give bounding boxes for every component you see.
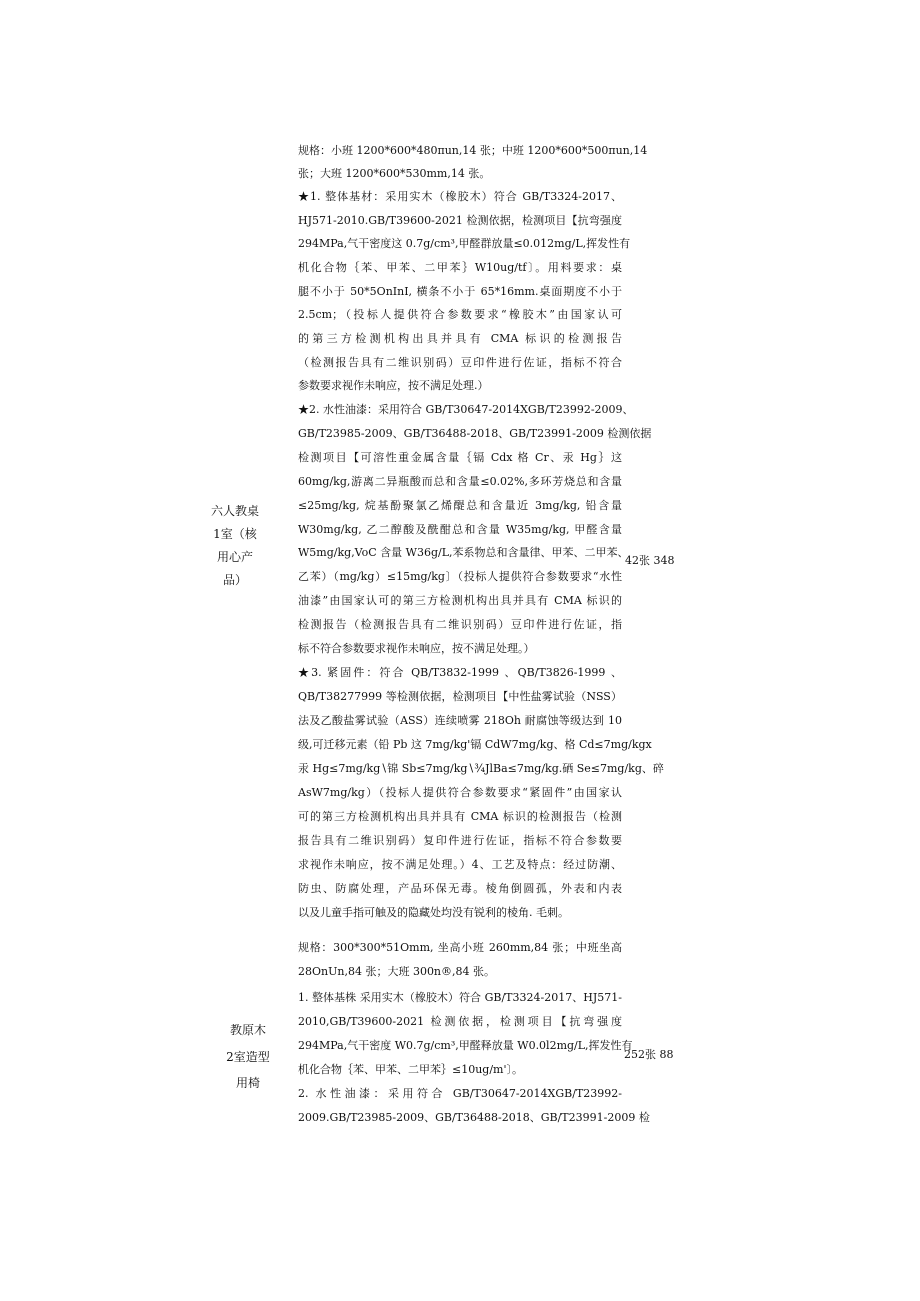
spec-line: W30mg∕kg, 乙二醇酸及酰酣总和含量 W35mg∕kg, 甲醛含量: [298, 523, 622, 536]
spec-line: 规格：300*300*51Omm, 坐高小班 260mm,84 张；中班坐高: [298, 941, 622, 954]
spec-line: 规格：小班 1200*600*480πun,14 张；中班 1200*600*500πun,14: [298, 144, 648, 157]
spec-line: 求视作未响应，按不满足处理。）4、工艺及特点：经过防潮、: [298, 858, 622, 871]
spec-line: 294MPa,气干密度 W0.7g∕cm³,甲醛释放量 W0.0l2mg∕L,挥发性有: [298, 1039, 633, 1052]
spec-line: ★2. 水性油漆：采用符合 GB/T30647-2014XGB/T23992-2009、: [298, 403, 634, 416]
spec-line: 的第三方检测机构出具并具有 CMA 标识的检测报告: [298, 332, 622, 345]
spec-line: HJ571-2010.GB/T39600-2021 检测依据，检测项目【抗弯强度: [298, 214, 622, 227]
spec-line: 腿不小于 50*5OnInI, 横条不小于 65*16mm.桌面期度不小于: [298, 285, 622, 298]
spec-line: 张；大班 1200*600*530mm,14 张。: [298, 167, 491, 180]
row-name-line: 品）: [222, 573, 247, 587]
row-name-line: 用椅: [235, 1076, 260, 1090]
spec-line: 60mg∕kg,游离二异瓶酸而总和含量≤0.02%,多环芳烧总和含量: [298, 475, 622, 488]
spec-line: 法及乙酸盐雾试验（ASS）连续喷雾 218Oh 耐腐蚀等级达到 10: [298, 714, 622, 727]
row-name-line: 用心产: [216, 550, 253, 564]
spec-line: W5mg∕kg,VoC 含量 W36g∕L,苯系物总和含量律、甲苯、二甲苯、: [298, 546, 629, 559]
spec-line: 防虫、防腐处理，产品环保无毒。棱角倒圆孤，外表和内表: [298, 882, 622, 895]
spec-line: ≤25mg∕kg, 烷基酚聚氯乙烯醍总和含量近 3mg∕kg, 铅含量: [298, 499, 622, 512]
spec-line: 标不符合参数要求视作未响应，按不满足处理。）: [298, 642, 535, 655]
spec-line: 2. 水性油漆：采用符合 GB/T30647-2014XGB/T23992-: [298, 1087, 622, 1100]
spec-line: 2010,GB/T39600-2021 检测依据，检测项目【抗弯强度: [298, 1015, 622, 1028]
spec-line: 294MPa,气干密度这 0.7g∕cm³,甲醛群放量≤0.012mg∕L,挥发性有: [298, 237, 631, 250]
row-name-line: 六人教桌: [210, 504, 259, 518]
spec-line: 油漆”由国家认可的第三方检测机构出具并具有 CMA 标识的: [298, 594, 622, 607]
row-name-line: 2室造型: [226, 1050, 270, 1064]
spec-line: 2.5cm；（投标人提供符合参数要求“橡胶木”由国家认可: [298, 308, 622, 321]
row-quantity-1: 42张 348: [625, 554, 675, 567]
row-name-line: 1室（核: [213, 527, 257, 541]
spec-line: 汞 Hg≤7mg∕kg∖锦 Sb≤7mg∕kg∖¾JlBa≤7mg∕kg.硒 Se≤7mg∕kg、碎: [298, 762, 664, 775]
spec-line: 机化合物｛苯、甲苯、二甲苯｝≤10ug∕m'〕。: [298, 1063, 523, 1076]
spec-line: 检测项目【可溶性重金属含量｛镉 Cdx 格 Cr、汞 Hg｝这: [298, 451, 622, 464]
spec-line: 机化合物｛苯、甲苯、二甲苯｝W10ug∕tf〕。用料要求：桌: [298, 261, 622, 274]
spec-line: 参数要求视作未响应，按不满足处理.）: [298, 379, 489, 392]
spec-line: ★3. 紧固件：符合 QB/T3832-1999 、QB/T3826-1999 、: [298, 666, 622, 679]
spec-line: （检测报告具有二维识别码）豆印件进行佐证，指标不符合: [298, 356, 622, 369]
spec-line: AsW7mg∕kg）（投标人提供符合参数要求“紧固件”由国家认: [298, 786, 622, 799]
spec-line: 以及儿童手指可触及的隐藏处均没有锐利的棱角. 毛刺。: [298, 906, 569, 919]
spec-line: 报告具有二维识别码）复印件进行佐证，指标不符合参数要: [298, 834, 622, 847]
spec-line: 检测报告（检测报告具有二维识别码）豆印件进行佐证，指: [298, 618, 622, 631]
spec-line: 2009.GB/T23985-2009、GB/T36488-2018、GB/T23991-2009 检: [298, 1111, 650, 1124]
spec-line: QB/T38277999 等检测依据，检测项目【中性盐雾试验（NSS）: [298, 690, 622, 703]
spec-line: 可的第三方检测机构出具并具有 CMA 标识的检测报告（检测: [298, 810, 622, 823]
spec-line: 28OnUn,84 张；大班 300n®,84 张。: [298, 965, 496, 978]
spec-line: 1. 整体基株 采用实木（橡胶木）符合 GB/T3324-2017、HJ571-: [298, 991, 622, 1004]
spec-line: GB/T23985-2009、GB/T36488-2018、GB/T23991-2009 检测依据: [298, 427, 652, 440]
spec-line: 乙苯）（mg∕kg）≤15mg∕kg〕（投标人提供符合参数要求“水性: [298, 570, 622, 583]
spec-line: ★1. 整体基材：采用实木（橡胶木）符合 GB/T3324-2017、: [298, 190, 622, 203]
row-name-line: 教原木: [229, 1023, 266, 1037]
row-quantity-2: 252张 88: [624, 1048, 674, 1061]
spec-line: 级,可迁移元素（铅 Pb 这 7mg∕kg'镉 CdW7mg/kg、格 Cd≤7mg∕kgx: [298, 738, 652, 751]
